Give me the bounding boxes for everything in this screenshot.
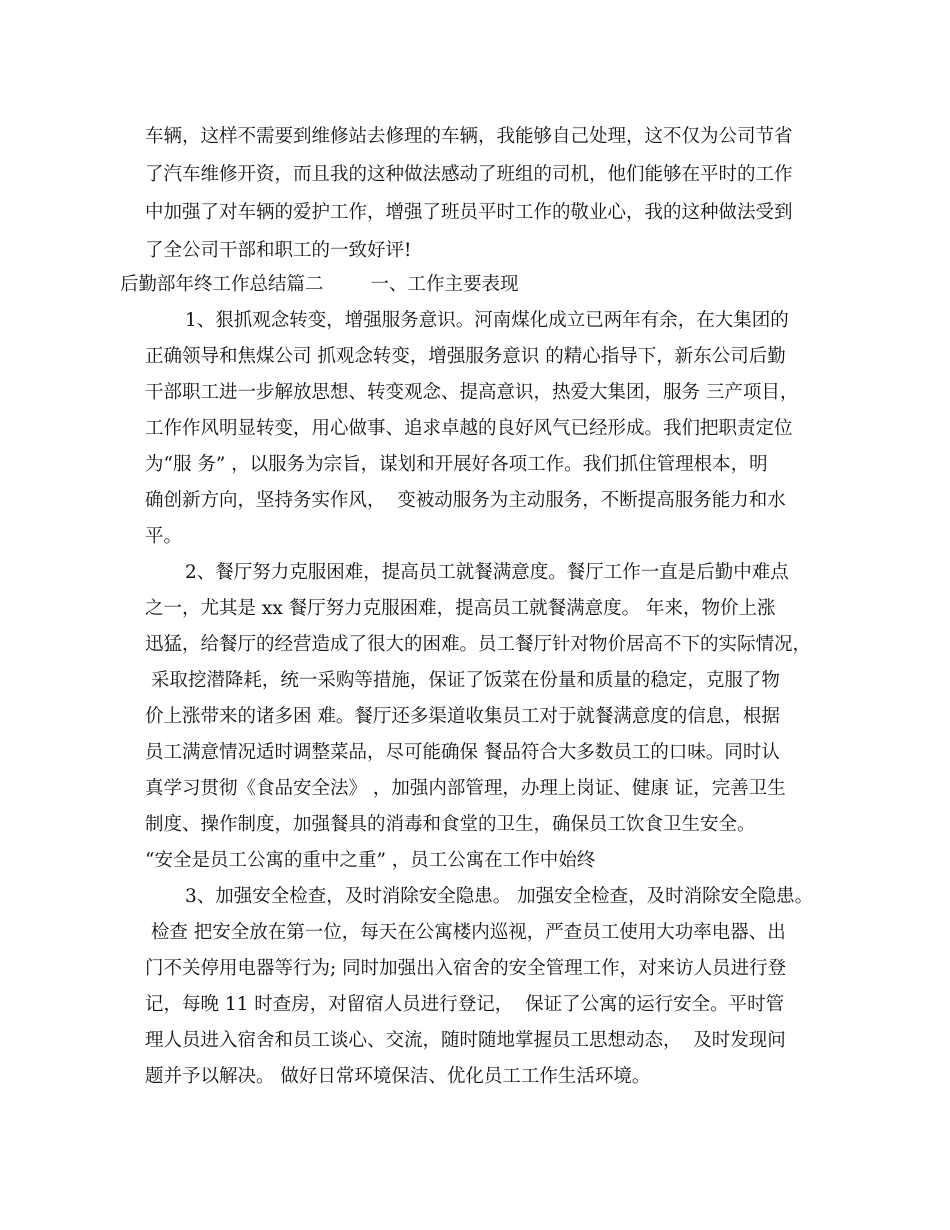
text-line: 了汽车维修开资，而且我的这种做法感动了班组的司机，他们能够在平时的工作 xyxy=(145,164,793,185)
text-line: 员工满意情况适时调整菜品，尽可能确保 餐品符合大多数员工的口味。同时认 xyxy=(145,742,780,763)
text-line: 题并予以解决。 做好日常环境保洁、优化员工工作生活环境。 xyxy=(145,1066,651,1087)
text-line: 迅猛，给餐厅的经营造成了很大的困难。员工餐厅针对物价居高不下的实际情况， xyxy=(145,634,812,655)
text-line: 真学习贯彻《食品安全法》 ，加强内部管理，办理上岗证、健康 证，完善卫生 xyxy=(145,778,786,799)
text-line: 理人员进入宿舍和员工谈心、交流，随时随地掌握员工思想动态， 及时发现问 xyxy=(145,1030,786,1051)
text-line: 正确领导和焦煤公司 抓观念转变，增强服务意识 的精心指导下，新东公司后勤 xyxy=(145,346,786,367)
paragraph-first-line: 2、餐厅努力克服困难，提高员工就餐满意度。餐厅工作一直是后勤中难点 xyxy=(185,562,789,583)
section-heading: 后勤部年终工作总结篇二 一、工作主要表现 xyxy=(120,274,519,295)
text-line: 记，每晚 11 时查房，对留宿人员进行登记， 保证了公寓的运行安全。平时管 xyxy=(145,994,785,1015)
text-line: “安全是员工公寓的重中之重” ，员工公寓在工作中始终 xyxy=(145,850,596,871)
paragraph-first-line: 1、狠抓观念转变，增强服务意识。河南煤化成立已两年有余，在大集团的 xyxy=(185,310,789,331)
text-line: 之一，尤其是 xx 餐厅努力克服困难，提高员工就餐满意度。 年来，物价上涨 xyxy=(145,598,776,619)
text-line: 车辆，这样不需要到维修站去修理的车辆，我能够自己处理，这不仅为公司节省 xyxy=(145,126,793,147)
text-line: 平。 xyxy=(145,526,183,547)
text-line: 采取挖潜降耗，统一采购等措施，保证了饭菜在份量和质量的稳定，克服了物 xyxy=(145,670,780,691)
text-line: 检查 把安全放在第一位，每天在公寓楼内巡视，严查员工使用大功率电器、出 xyxy=(145,922,786,943)
text-line: 工作作风明显转变，用心做事、追求卓越的良好风气已经形成。我们把职责定位 xyxy=(145,418,793,439)
text-line: 为“服 务” ，以服务为宗旨，谋划和开展好各项工作。我们抓住管理根本，明 xyxy=(145,454,768,475)
text-line: 中加强了对车辆的爱护工作，增强了班员平时工作的敬业心，我的这种做法受到 xyxy=(145,202,793,223)
text-line: 了全公司干部和职工的一致好评! xyxy=(145,240,412,261)
text-line: 门不关停用电器等行为; 同时加强出入宿舍的安全管理工作，对来访人员进行登 xyxy=(145,958,787,979)
paragraph-first-line: 3、加强安全检查，及时消除安全隐患。 加强安全检查，及时消除安全隐患。 xyxy=(185,886,814,907)
text-line: 干部职工进一步解放思想、转变观念、提高意识，热爱大集团，服务 三产项目， xyxy=(145,382,799,403)
text-line: 制度、操作制度，加强餐具的消毒和食堂的卫生，确保员工饮食卫生安全。 xyxy=(145,814,756,835)
text-line: 确创新方向，坚持务实作风， 变被动服务为主动服务，不断提高服务能力和水 xyxy=(145,490,786,511)
text-line: 价上涨带来的诸多困 难。餐厅还多渠道收集员工对于就餐满意度的信息，根据 xyxy=(145,706,780,727)
